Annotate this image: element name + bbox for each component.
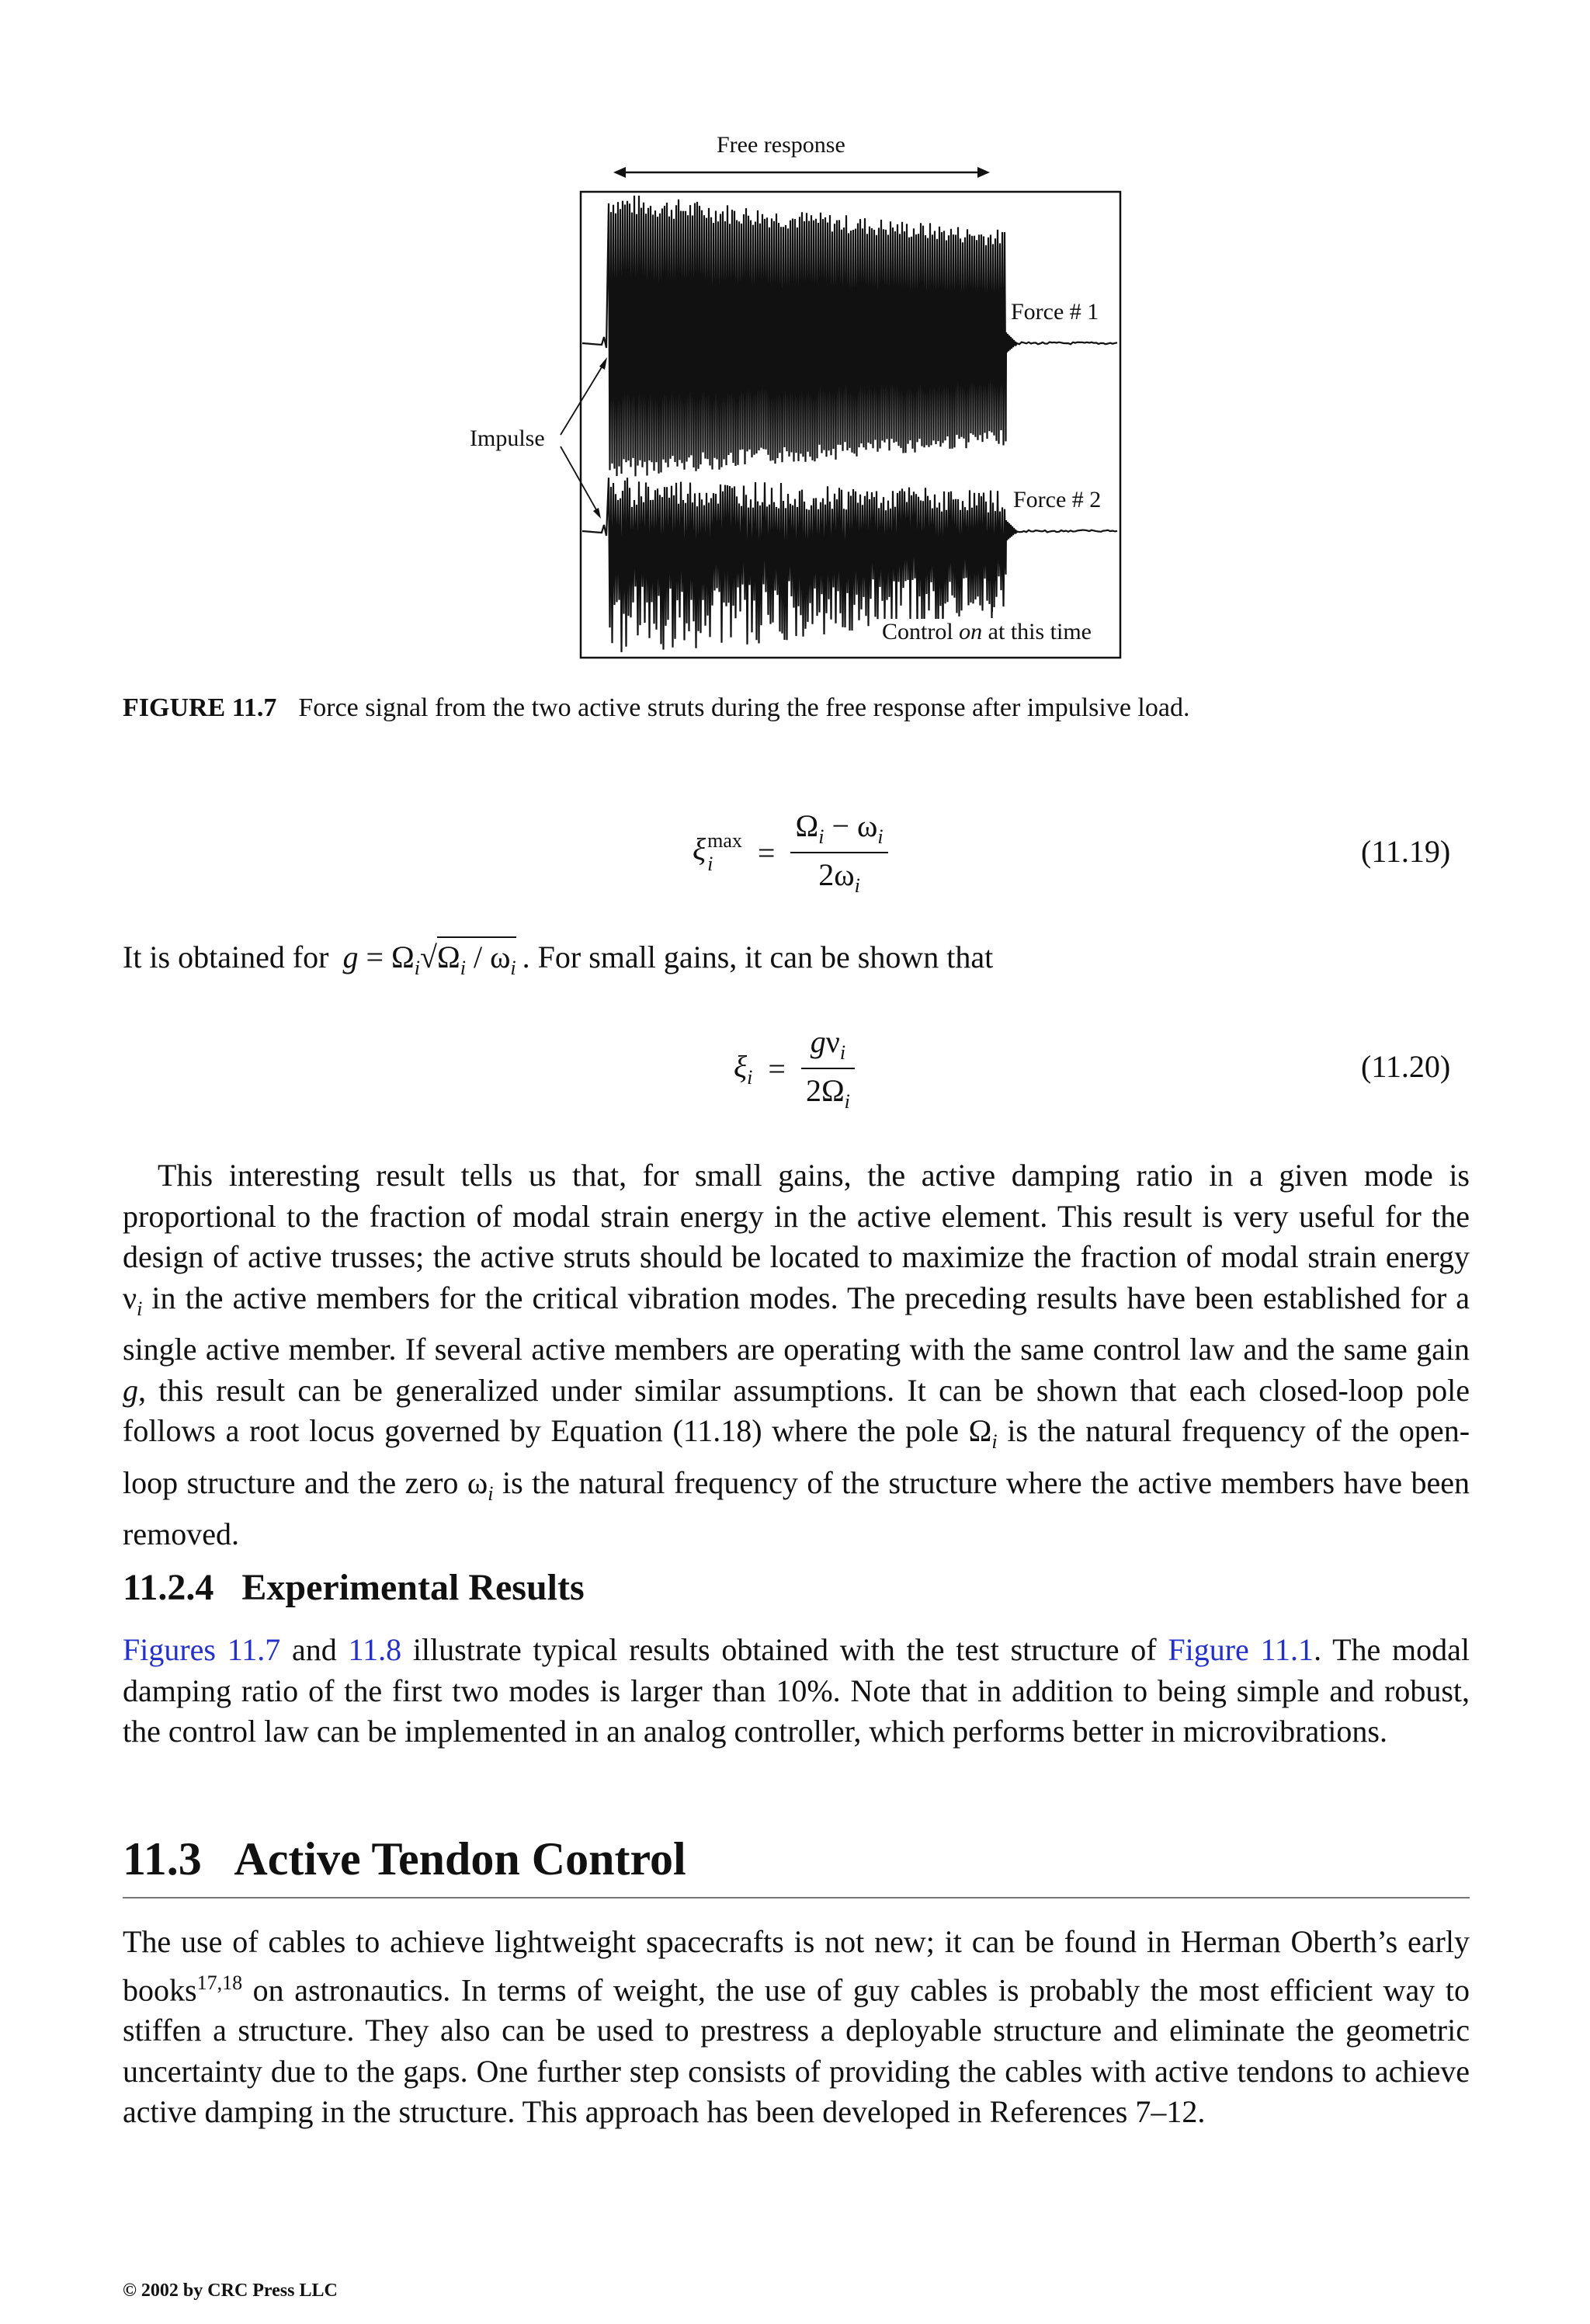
free-response-label: Free response [717, 132, 845, 158]
tendon-part2: on astronautics. In terms of weight, the use of guy cables is probably the most efficient way to stiffen a structure. They also can be used to prestress a deployable structure and eliminate the geometric uncertainty due to the gaps. One further step consists of providing the cables with active tendons to achieve active damping in the structure. This approach has been developed in References 7–12. [123, 1971, 1470, 2130]
equation-11-20: $\xi_i$ = $\frac{g\nu_i}{2\Omega_i}$ [734, 1023, 855, 1113]
link-figure-11-1[interactable]: Figure 11.1 [1168, 1632, 1314, 1667]
impulse-arrowhead-2 [593, 508, 601, 519]
heading-11-2-4: 11.2.4 Experimental Results [123, 1567, 585, 1608]
link-figure-11-8[interactable]: 11.8 [348, 1632, 402, 1667]
text-mid: illustrate typical results obtained with the test structure of [401, 1632, 1168, 1667]
figure-caption [123, 693, 1189, 723]
text-and: and [280, 1632, 349, 1667]
force-2-label: Force # 2 [1013, 487, 1102, 512]
paragraph1-part1: This interesting result tells us that, for small gains, the active damping ratio in a given mode is proportional to the fraction of modal strain energy in the active element. This result is very useful for the design of active trusses; the active struts should be located to maximize the fraction of modal strain energy [123, 1158, 1470, 1274]
impulse-pointers [561, 363, 604, 512]
impulse-arrowhead-1 [599, 357, 607, 370]
heading-rule [123, 1897, 1470, 1898]
free-response-arrow [613, 167, 990, 178]
figure-11-7-plot [466, 155, 1133, 668]
paragraph-damping-result: This interesting result tells us that, for small gains, the active damping ratio in a given mode is proportional to the fraction of modal strain energy in the active element. This result is very useful for the design of active trusses; the active struts should be located to maximize the fraction of modal strain energy $\nu_i$ in the active members for the critical vibration modes. The preceding results have been established for a single active member. If several active members are operating with the same control law and the same gain g, this result can be generalized under similar assumptions. It can be shown that each closed-loop pole follows a root locus governed by Equation (11.18) where the pole $\Omega_i$ is the natural frequency of the open-loop structure and the zero $\omega_i$ is the natural frequency of the structure where the active members have been removed. [123, 1158, 1470, 1551]
tendon-part1: The use of cables to achieve lightweight spacecrafts is not new; it can be found in Herman Oberth’s early books [123, 1924, 1470, 2007]
intro-line [123, 937, 993, 989]
copyright-footer: © 2002 by CRC Press LLC [123, 2281, 338, 2301]
intro-pre: It is obtained for [123, 940, 329, 974]
caption-label: FIGURE 11.7 [123, 693, 277, 722]
gain-expression: $g = \Omega_i√\Omega_i / \omega_i$ [343, 940, 516, 974]
control-label-pre: Control [882, 619, 960, 644]
paragraph1-part2: in the active members for the critical vibration modes. The preceding results have been established for a single active member. If several active members are operating with the same control law and the same gain [123, 1280, 1470, 1367]
equation-11-20-number: (11.20) [1361, 1049, 1451, 1084]
equation-11-19-number: (11.19) [1361, 834, 1451, 869]
link-figure-11-7[interactable]: Figures 11.7 [123, 1632, 281, 1667]
heading-11-3: 11.3 Active Tendon Control [123, 1833, 686, 1885]
force-1-waveform [582, 196, 1117, 477]
paragraph1-part5: is the natural frequency of the structure where the active members have been removed. [123, 1464, 1470, 1551]
tendon-refs: 17,18 [196, 1971, 243, 1994]
control-label-em: on [959, 619, 983, 644]
control-label-post: at this time [982, 619, 1092, 644]
control-label [879, 619, 1092, 645]
paragraph-experimental-results [123, 1630, 1470, 1753]
text-rest: . The modal damping ratio of the first two modes is larger than 10%. Note that in addition to being simple and robust, the control law can be implemented in an analog controller, which performs better in microvibrations. [123, 1632, 1470, 1749]
paragraph-active-tendon [123, 1922, 1470, 2133]
paragraph1-part4: is the natural frequency of the open-loop structure and the zero [123, 1413, 1470, 1500]
paragraph1-part3: , this result can be generalized under similar assumptions. It can be shown that each closed-loop pole follows a root locus governed by Equation (11.18) where the pole [123, 1372, 1470, 1448]
equation-11-19: ξmax i = $\frac{\Omega_i - \omega_i}{2\omega_i}$ [693, 808, 888, 898]
force-1-label: Force # 1 [1011, 299, 1099, 325]
impulse-label: Impulse [470, 426, 545, 451]
caption-text: Force signal from the two active struts during the free response after impulsive load. [298, 693, 1190, 722]
intro-post: . For small gains, it can be shown that [522, 940, 994, 974]
